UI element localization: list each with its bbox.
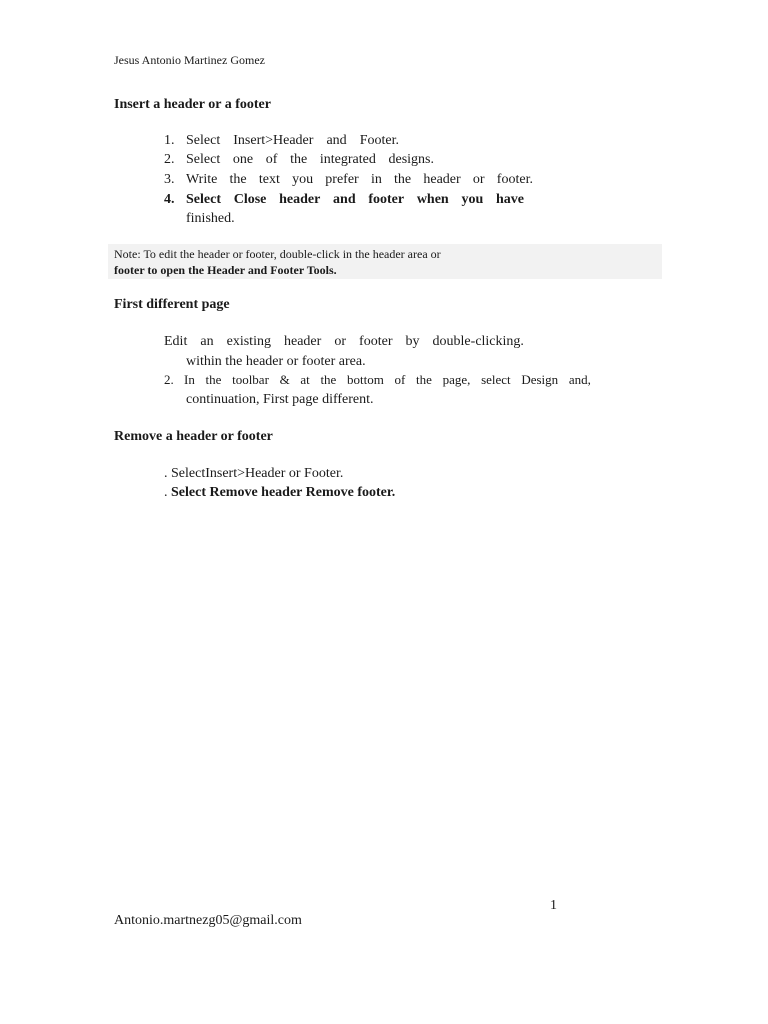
word: header [284,334,322,349]
word: by [405,334,420,349]
word: in [370,172,382,187]
note-text-line2: footer to open the Header and Footer Tools. [114,263,337,277]
word: & [279,372,290,387]
word: bottom [347,372,384,387]
footer-email: Antonio.martnezg05@gmail.com [114,913,302,928]
word: In [184,372,195,387]
word: the [290,152,308,167]
list-item-text: . SelectInsert>Header or Footer. [164,466,344,481]
word: select [481,372,511,387]
list-item-text [186,172,533,188]
word: at [300,372,310,387]
word: footer [368,192,405,207]
word: Edit [164,334,188,349]
word: Select [186,133,221,148]
list-item-bold-text: Select Remove header Remove footer. [171,485,396,500]
word: footer. [496,172,533,187]
word: the [394,172,412,187]
list-item-text [184,372,591,388]
list-item-text [186,133,399,149]
section-heading-first-page: First different page [114,297,230,312]
word: of [265,152,278,167]
word: an [200,334,214,349]
list-item-text [186,152,434,168]
word: the [205,372,222,387]
document-page: Jesus Antonio Martinez Gomez Insert a header or a footer 1. Select Insert>Header and Footer. 2. Select one of the integrated designs. 3. Write the text you prefer in the header or footer. 4. Select Close header and footer when you have finished. Note: To edit the header or footer, double-click in the header area or footer to open the Header and Footer Tools. First different page Edit an existing header or footer by double-clicking. within the header or footer area. 2. In the toolbar & at the bottom of the page, select Design and, continuation, First page different. Remove a header or footer . SelectInsert>Header or Footer. . Select Remove header Remove footer. 1 Antonio.martnezg05@gmail.com [0,0,768,1024]
word: existing [226,334,271,349]
word: integrated [319,152,376,167]
word: or [472,172,485,187]
author-name: Jesus Antonio Martinez Gomez [114,53,265,67]
word: of [394,372,406,387]
word: the [416,372,432,387]
word: double-clicking. [432,334,524,349]
word: prefer [325,172,359,187]
word: the [229,172,247,187]
word: and, [568,372,591,387]
word: Select [186,192,221,207]
word: have [495,192,524,207]
word: and [333,192,356,207]
word: header [279,192,321,207]
section-heading-remove: Remove a header or footer [114,429,273,444]
note-box [108,244,662,279]
word: or [334,334,347,349]
list-item-continuation: within the header or footer area. [186,354,366,369]
note-text-line1: Note: To edit the header or footer, double-click in the header area or [114,247,441,261]
list-item-continuation: continuation, First page different. [186,392,374,407]
word: the [320,372,337,387]
page-number: 1 [550,898,557,913]
word: one [232,152,254,167]
word: Write [186,172,218,187]
word: header [423,172,461,187]
word: toolbar [232,372,269,387]
word: you [461,192,484,207]
word: Close [233,192,267,207]
list-item-continuation: finished. [186,211,235,226]
word: Design [521,372,559,387]
word: Insert>Header [233,133,314,148]
word: designs. [388,152,434,167]
word: and [326,133,347,148]
list-item-text [186,192,524,208]
word: Footer. [359,133,399,148]
list-item-text [164,334,524,350]
word: you [292,172,314,187]
list-item: . Select Remove header Remove footer. [164,485,396,500]
word: page, [442,372,471,387]
word: Select [186,152,221,167]
section-heading-insert: Insert a header or a footer [114,97,271,112]
word: footer [359,334,393,349]
word: when [416,192,449,207]
word: text [258,172,280,187]
